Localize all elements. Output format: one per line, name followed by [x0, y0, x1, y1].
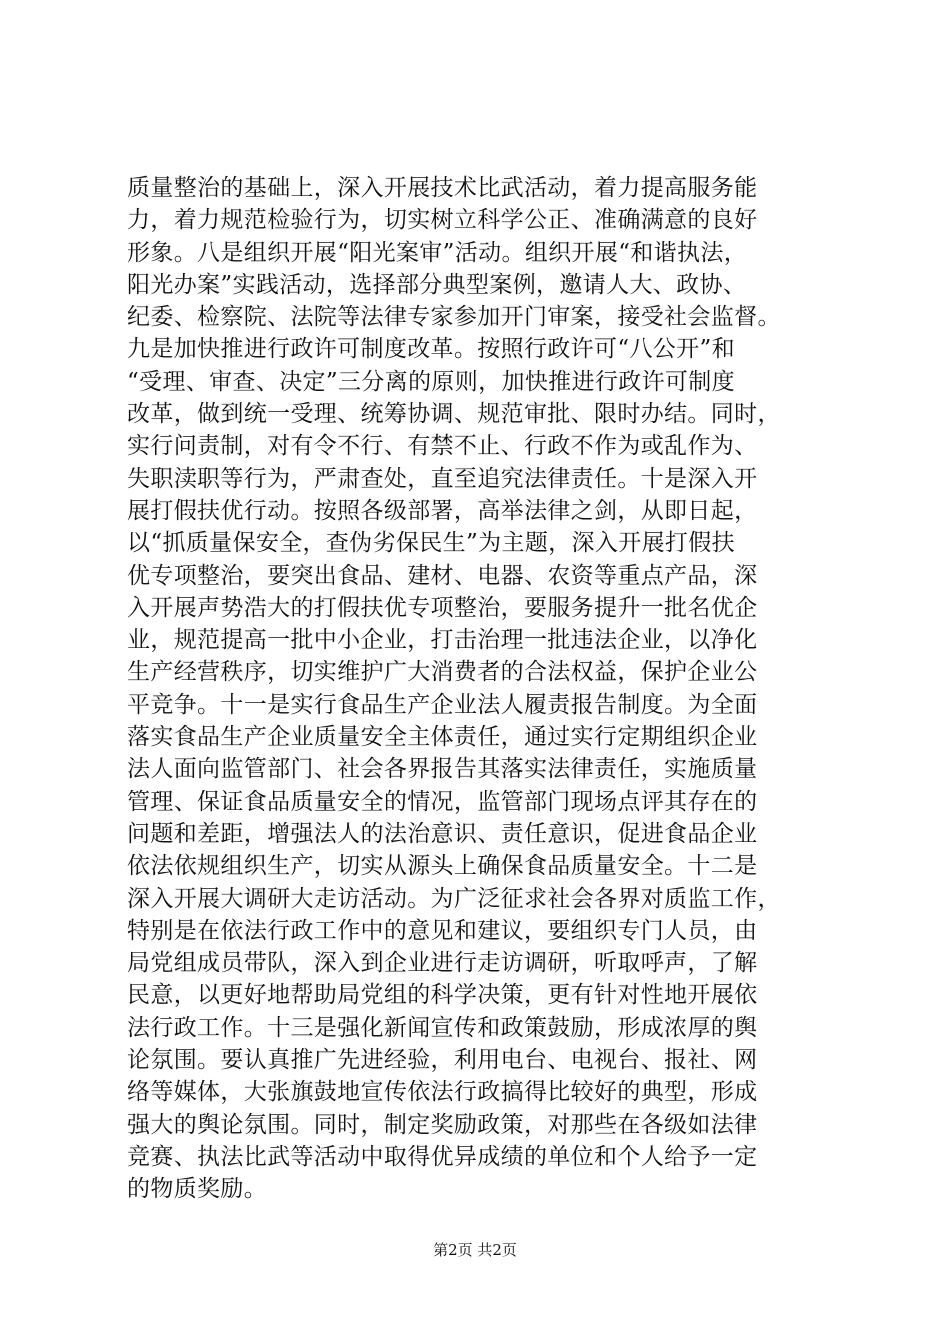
- text-line: 络等媒体，大张旗鼓地宣传依法行政搞得比较好的典型，形成: [127, 1079, 758, 1106]
- body-text: [127, 172, 839, 1206]
- text-line: 特别是在依法行政工作中的意见和建议，要组织专门人员，由: [127, 917, 758, 944]
- text-line: 力，着力规范检验行为，切实树立科学公正、准确满意的良好: [127, 207, 758, 234]
- text-line: 法人面向监管部门、社会各界报告其落实法律责任，实施质量: [127, 756, 758, 783]
- text-line: 形象。八是组织开展“阳光案审”活动。组织开展“和谐执法，: [127, 239, 748, 266]
- text-line: 局党组成员带队，深入到企业进行走访调研，听取呼声，了解: [127, 950, 758, 977]
- page-number-footer: 第2页 共2页: [433, 1241, 517, 1259]
- text-line: 九是加快推进行政许可制度改革。按照行政许可“八公开”和: [127, 336, 735, 363]
- text-line: 展打假扶优行动。按照各级部署，高举法律之剑，从即日起，: [127, 497, 758, 524]
- text-line: 强大的舆论氛围。同时，制定奖励政策，对那些在各级如法律: [127, 1111, 758, 1138]
- text-line: 民意，以更好地帮助局党组的科学决策，更有针对性地开展依: [127, 982, 758, 1009]
- text-line: “受理、审查、决定”三分离的原则，加快推进行政许可制度: [127, 368, 735, 395]
- text-line: 质量整治的基础上，深入开展技术比武活动，着力提高服务能: [127, 175, 758, 201]
- text-line: 落实食品生产企业质量安全主体责任，通过实行定期组织企业: [127, 724, 758, 751]
- text-line: 优专项整治，要突出食品、建材、电器、农资等重点产品，深: [127, 562, 758, 589]
- text-line: 问题和差距，增强法人的法治意识、责任意识，促进食品企业: [127, 820, 758, 847]
- text-line: 阳光办案”实践活动，选择部分典型案例，邀请人大、政协、: [127, 271, 747, 298]
- text-line: 的物质奖励。: [127, 1176, 268, 1203]
- text-line: 失职渎职等行为，严肃查处，直至追究法律责任。十是深入开: [127, 465, 758, 492]
- text-line: 深入开展大调研大走访活动。为广泛征求社会各界对质监工作，: [127, 885, 781, 912]
- text-line: 依法依规组织生产，切实从源头上确保食品质量安全。十二是: [127, 853, 758, 880]
- text-line: 入开展声势浩大的打假扶优专项整治，要服务提升一批名优企: [127, 594, 758, 621]
- text-line: 业，规范提高一批中小企业，打击治理一批违法企业，以净化: [127, 627, 758, 654]
- text-line: 纪委、检察院、法院等法律专家参加开门审案，接受社会监督。: [127, 304, 781, 331]
- text-line: 以“抓质量保安全，查伪劣保民生”为主题，深入开展打假扶: [127, 530, 735, 557]
- text-line: 改革，做到统一受理、统筹协调、规范审批、限时办结。同时，: [127, 401, 781, 428]
- text-line: 论氛围。要认真推广先进经验，利用电台、电视台、报社、网: [127, 1047, 758, 1074]
- text-line: 竞赛、执法比武等活动中取得优异成绩的单位和个人给予一定: [127, 1143, 758, 1170]
- text-line: 管理、保证食品质量安全的情况，监管部门现场点评其存在的: [127, 788, 758, 815]
- text-line: 平竞争。十一是实行食品生产企业法人履责报告制度。为全面: [127, 691, 758, 718]
- text-line: 法行政工作。十三是强化新闻宣传和政策鼓励，形成浓厚的舆: [127, 1014, 758, 1041]
- text-line: 实行问责制，对有令不行、有禁不止、行政不作为或乱作为、: [127, 433, 758, 460]
- text-line: 生产经营秩序，切实维护广大消费者的合法权益，保护企业公: [127, 659, 758, 686]
